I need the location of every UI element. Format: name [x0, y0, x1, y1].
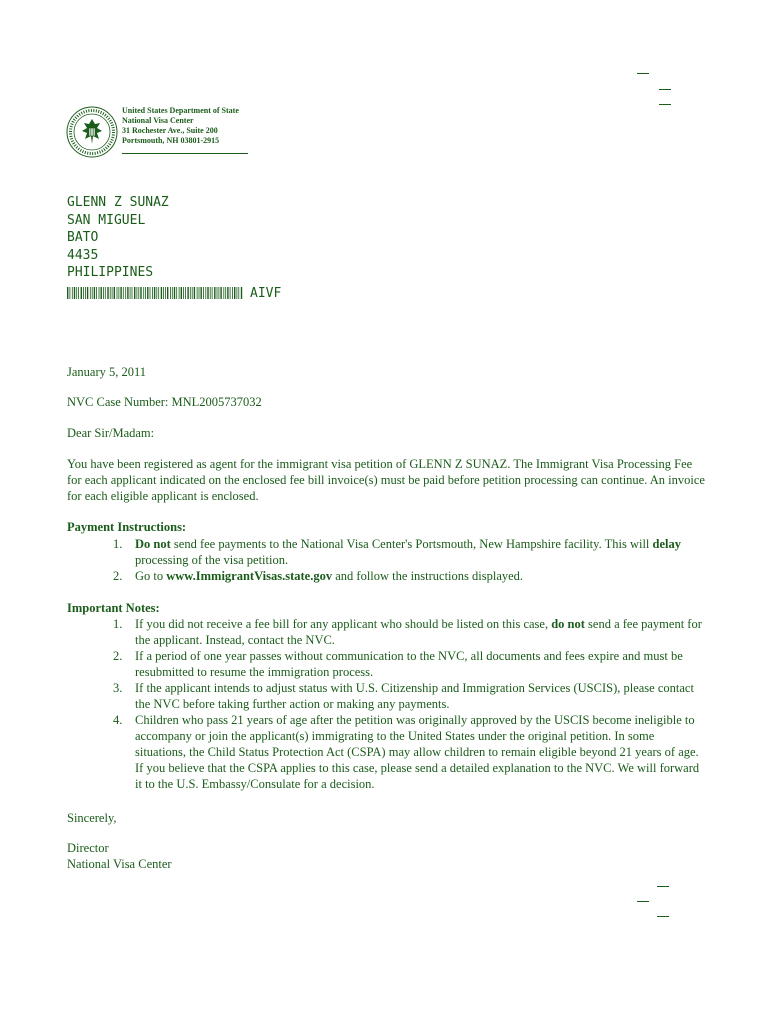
postal-barcode-icon [67, 287, 243, 299]
list-item [67, 568, 707, 584]
case-number: NVC Case Number: MNL2005737032 [67, 395, 262, 409]
emphasis: delay [652, 537, 682, 551]
sender-line: Portsmouth, NH 03801-2915 [122, 136, 220, 145]
payment-heading: Payment Instructions: [67, 520, 187, 534]
sender-line: 31 Rochester Ave., Suite 200 [122, 126, 218, 135]
item-text: If a period of one year passes without communication to the NVC, all documents and fees expire and must be resubmitted to resume the immigration process. [135, 649, 683, 679]
item-number: 2. [113, 649, 123, 663]
list-item [67, 536, 707, 568]
website-link[interactable]: www.ImmigrantVisas.state.gov [166, 569, 333, 583]
item-text: and follow the instructions displayed. [332, 569, 524, 583]
item-text: Children who pass 21 years of age after the petition was originally approved by the USCIS become ineligible to accompany or join the applicant(s) immigrating to the United States under the original petition. In some situations, the Child Status Protection Act (CSPA) may allow children to remain eligible beyond 21 years of age. If you believe that the CSPA applies to this case, please send a detailed explanation to the NVC. We will forward it to the U.S. Embassy/Consulate for a decision. [135, 713, 700, 791]
intro-paragraph: You have been registered as agent for the immigrant visa petition of GLENN Z SUNAZ. The Immigrant Visa Processing Fee for each applicant indicated on the enclosed fee bill invoice(s) must be paid before petition processing can continue. An invoice for each eligible applicant is enclosed. [67, 457, 705, 503]
recipient-line: PHILIPPINES [67, 265, 154, 280]
item-number: 3. [113, 681, 123, 695]
item-text: send a fee payment for the applicant. Instead, contact the NVC. [135, 617, 702, 647]
item-text: processing of the visa petition. [135, 553, 289, 567]
sender-line: National Visa Center [122, 116, 194, 125]
item-text: If you did not receive a fee bill for any applicant who should be listed on this case, [135, 617, 552, 631]
item-text: send fee payments to the National Visa Center's Portsmouth, New Hampshire facility. This will [170, 537, 653, 551]
salutation: Dear Sir/Madam: [67, 426, 155, 440]
item-number: 1. [113, 537, 123, 551]
list-item [67, 648, 707, 680]
corner-mark [637, 73, 649, 74]
department-of-state-seal-icon [66, 106, 118, 158]
item-number: 2. [113, 569, 123, 583]
recipient-line: 4435 [67, 247, 99, 263]
recipient-line: SAN MIGUEL [67, 212, 146, 228]
barcode-tag: AIVF [250, 286, 282, 301]
sender-line: United States Department of State [122, 106, 239, 115]
corner-mark [659, 104, 671, 105]
corner-mark [637, 901, 649, 902]
letter-date: January 5, 2011 [67, 365, 147, 379]
corner-mark [657, 886, 669, 887]
emphasis: do not [551, 617, 585, 631]
corner-mark [659, 89, 671, 90]
recipient-line: BATO [67, 230, 99, 245]
item-text: If the applicant intends to adjust status with U.S. Citizenship and Immigration Services (USCIS), please contact the NVC before taking further action or making any payments. [135, 681, 694, 711]
list-item [67, 712, 707, 792]
closing: Sincerely, [67, 811, 117, 825]
item-text: Go to [135, 569, 167, 583]
list-item [67, 616, 707, 648]
recipient-line: GLENN Z SUNAZ [67, 195, 169, 210]
list-item [67, 680, 707, 712]
sender-divider [122, 153, 248, 154]
notes-heading: Important Notes: [67, 601, 160, 615]
corner-mark [657, 916, 669, 917]
recipient-address [67, 194, 169, 282]
signature-org: National Visa Center [67, 857, 172, 871]
item-number: 4. [113, 713, 123, 727]
item-number: 1. [113, 617, 123, 631]
sender-address [122, 106, 239, 146]
signature-title: Director [67, 841, 109, 855]
emphasis: Do not [135, 537, 171, 551]
payment-list [67, 536, 707, 584]
notes-list [67, 616, 707, 792]
